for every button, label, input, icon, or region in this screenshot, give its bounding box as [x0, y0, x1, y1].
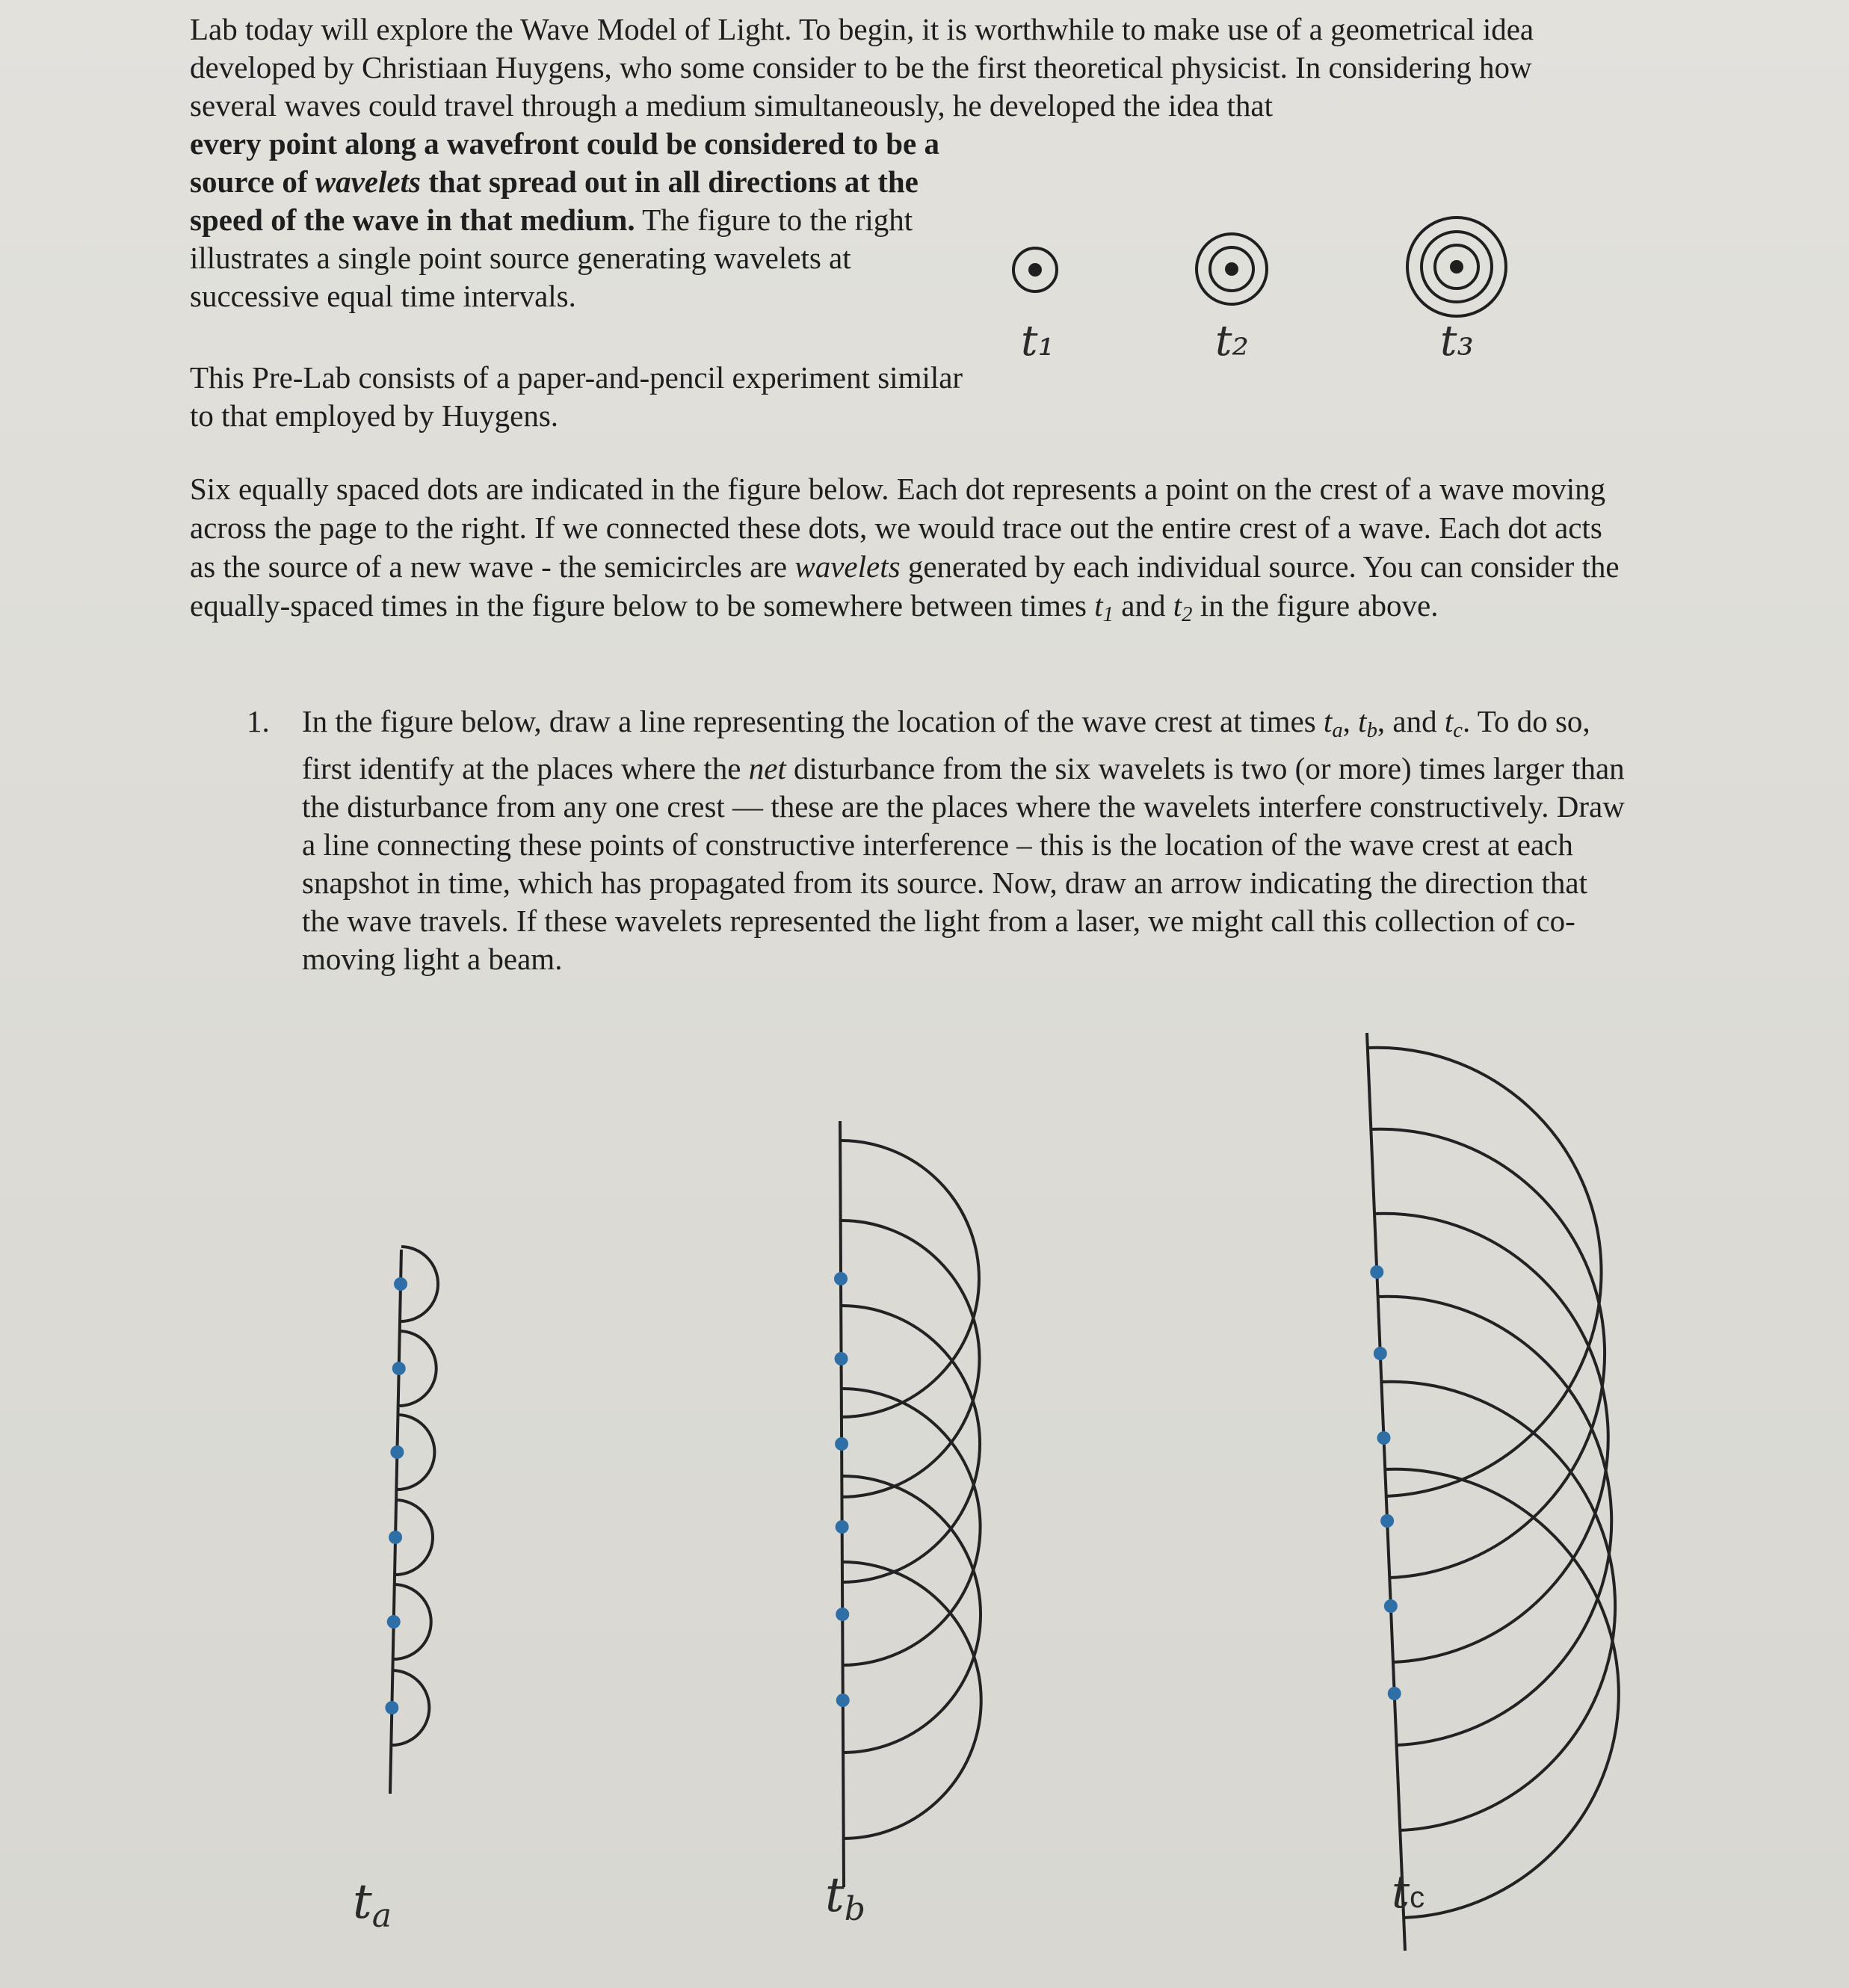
- time-tb: $t_b$: [1358, 704, 1377, 743]
- wavelet-arc: [841, 1220, 980, 1497]
- source-dot: [1377, 1431, 1391, 1445]
- label-t1: t₁: [1021, 317, 1055, 365]
- wavelet-arc: [1385, 1469, 1619, 1918]
- huygens-principle-text-1: every point along a wavefront could be considered to be a source of: [190, 126, 939, 199]
- wavelet-t3-diagram: [1407, 217, 1506, 316]
- source-dot: [1380, 1514, 1394, 1528]
- instructions-emphasis: wavelets: [794, 549, 901, 584]
- source-dot: [836, 1608, 849, 1621]
- source-dot: [836, 1694, 850, 1707]
- point-source-figure: [1013, 217, 1506, 316]
- source-dot: [834, 1272, 848, 1285]
- source-dot: [1374, 1347, 1387, 1360]
- source-dot: [389, 1531, 402, 1544]
- instructions-text-c: in the figure above.: [1200, 588, 1439, 623]
- label-tc-sub: c: [1410, 1881, 1425, 1914]
- label-tb: tb: [825, 1868, 865, 1928]
- source-line: [1367, 1033, 1405, 1951]
- source-dot: [385, 1701, 398, 1714]
- instructions-text-a: Six equally spaced dots are indicated in the figure below. Each dot represents a point on the crest of a wave moving across the page to the right. If we connected these dots, we would trace out the entire crest of a wave. Each dot acts as the source of a new wave - the semicircles are: [190, 472, 1606, 584]
- huygens-principle-emphasis: wavelets: [315, 164, 421, 199]
- source-dot: [1388, 1687, 1401, 1700]
- wavelet-arc: [1381, 1382, 1615, 1830]
- source-dot: [1370, 1265, 1383, 1279]
- label-tb-sub: b: [844, 1890, 865, 1928]
- wavelet-t1-diagram: [1013, 248, 1057, 291]
- source-line: [840, 1121, 844, 1887]
- source-dot: [1384, 1599, 1398, 1613]
- time-t2: $t_2$: [1173, 588, 1193, 627]
- wavelet-arc: [842, 1562, 981, 1839]
- source-dot: [835, 1352, 848, 1365]
- source-dot: [387, 1615, 401, 1629]
- source-dot: [394, 1277, 407, 1291]
- source-dot: [390, 1445, 404, 1459]
- time-tc: $t_c$: [1444, 704, 1463, 743]
- label-ta: ta: [353, 1874, 392, 1935]
- question-1-text: In the figure below, draw a line representing the location of the wave crest at times $t_a$, $t_b$, and $t_c$. To do so, first identify at the places where the net disturbance from the six wavelets is two (or more) times larger than the disturbance from any one crest — these are the places where the wavelets interfere constructively. Draw a line connecting these points of constructive interference – this is the location of the wave crest at each snapshot in time, which has propagated from its source. Now, draw an arrow indicating the direction that the wave travels. If these wavelets represented the light from a laser, we might call this collection of co-moving light a beam.: [302, 704, 1625, 977]
- label-ta-sub: a: [371, 1897, 392, 1935]
- label-t2: t₂: [1215, 317, 1249, 365]
- time-t1: $t_1$: [1094, 588, 1114, 627]
- label-t3: t₃: [1440, 317, 1474, 365]
- huygens-principle-text-2: that spread out in all directions at the speed of the wave in that medium.: [190, 164, 919, 237]
- time-ta: $t_a$: [1323, 704, 1343, 743]
- intro-paragraph-1: Lab today will explore the Wave Model of Light. To begin, it is worthwhile to make use of a geometrical idea developed by Christiaan Huygens, who some consider to be the first theoretical physicist. In considering how several waves could travel through a medium simultaneously, he developed the idea that: [190, 12, 1534, 123]
- wavefront-tc-diagram: [1367, 1033, 1619, 1951]
- figure-description: The figure to the right illustrates a single point source generating wavelets at successive equal time intervals.: [190, 203, 913, 313]
- wavefront-ta-diagram: [385, 1247, 438, 1794]
- wavelet-arc: [1371, 1129, 1605, 1578]
- label-tc: tc: [1392, 1866, 1425, 1918]
- wavelet-t2-diagram: [1197, 234, 1267, 304]
- wavefront-tb-diagram: [834, 1121, 981, 1887]
- wavelet-arc: [840, 1140, 979, 1417]
- source-dot: [392, 1362, 406, 1375]
- source-dot: [836, 1520, 849, 1534]
- instructions-text-b: generated by each individual source. You can consider the equally-spaced times in the figure below to be somewhere between times: [190, 549, 1620, 623]
- wavelet-arc: [1368, 1048, 1602, 1496]
- question-emphasis-net: net: [748, 751, 786, 786]
- instructions-and: and: [1121, 588, 1166, 623]
- question-number: 1.: [247, 704, 270, 738]
- wavelet-arc: [1374, 1214, 1608, 1662]
- prelab-description: This Pre-Lab consists of a paper-and-pencil experiment similar to that employed by Huygens.: [190, 360, 963, 433]
- source-dot: [835, 1437, 848, 1451]
- wavelet-arc: [1378, 1297, 1612, 1745]
